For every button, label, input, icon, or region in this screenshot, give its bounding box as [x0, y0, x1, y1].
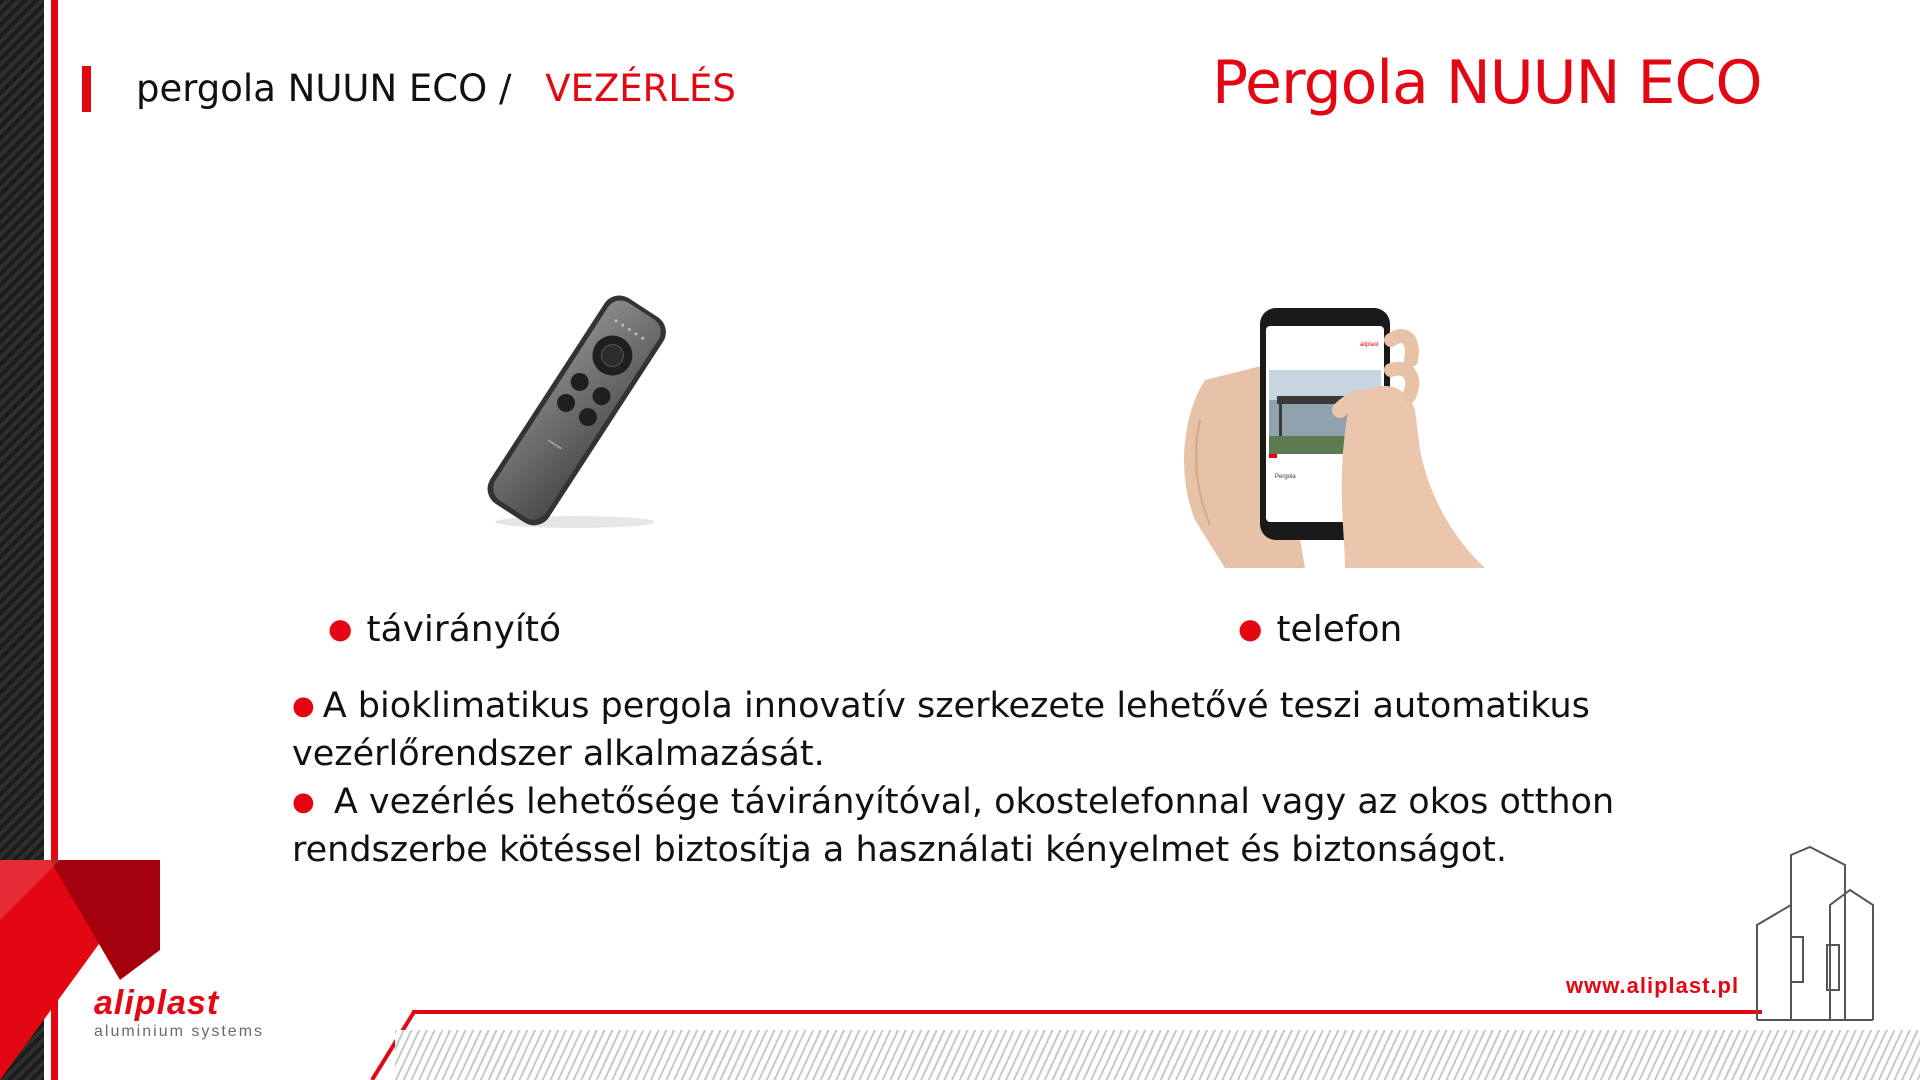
remote-label: távirányító [366, 609, 562, 650]
logo-tagline: aluminium systems [94, 1023, 265, 1040]
phone-screen-brand: aliplast [1360, 342, 1379, 348]
header-marker [82, 66, 91, 112]
description-paragraph [292, 682, 1722, 778]
footer-hatch-pattern [395, 1030, 1920, 1080]
breadcrumb-separator: / [499, 67, 512, 110]
phone-screen-caption: Pergola [1275, 474, 1296, 480]
breadcrumb-section: VEZÉRLÉS [545, 67, 736, 110]
bullet-icon: ● [292, 691, 315, 721]
description-text-2: A vezérlés lehetősége távirányítóval, okostelefonnal vagy az okos otthon rendszerbe kötéssel biztosítja a használati kényelmet és biztonságot. [292, 782, 1615, 870]
bullet-icon: ● [292, 787, 315, 817]
description-paragraph [292, 778, 1722, 874]
bullet-icon: ● [328, 612, 353, 645]
aliplast-logo [94, 985, 264, 1041]
smartphone-image [1165, 300, 1500, 570]
phone-label: telefon [1276, 609, 1403, 650]
building-outline-icon [1755, 845, 1875, 1025]
description [292, 682, 1722, 874]
page-title: Pergola NUUN ECO [1212, 48, 1762, 118]
product-label-phone [1238, 607, 1402, 652]
product-label-remote [328, 607, 561, 652]
website-link[interactable]: www.aliplast.pl [1566, 973, 1740, 998]
bullet-icon: ● [1238, 612, 1263, 645]
breadcrumb [136, 66, 736, 112]
logo-name: aliplast [94, 984, 220, 1022]
remote-control-image [465, 290, 690, 535]
breadcrumb-product: pergola NUUN ECO [136, 67, 488, 110]
footer-red-line [412, 1010, 1762, 1014]
description-text-1: A bioklimatikus pergola innovatív szerkezete lehetővé teszi automatikus vezérlőrendszer alkalmazását. [292, 686, 1590, 774]
corner-decoration [0, 860, 160, 1080]
